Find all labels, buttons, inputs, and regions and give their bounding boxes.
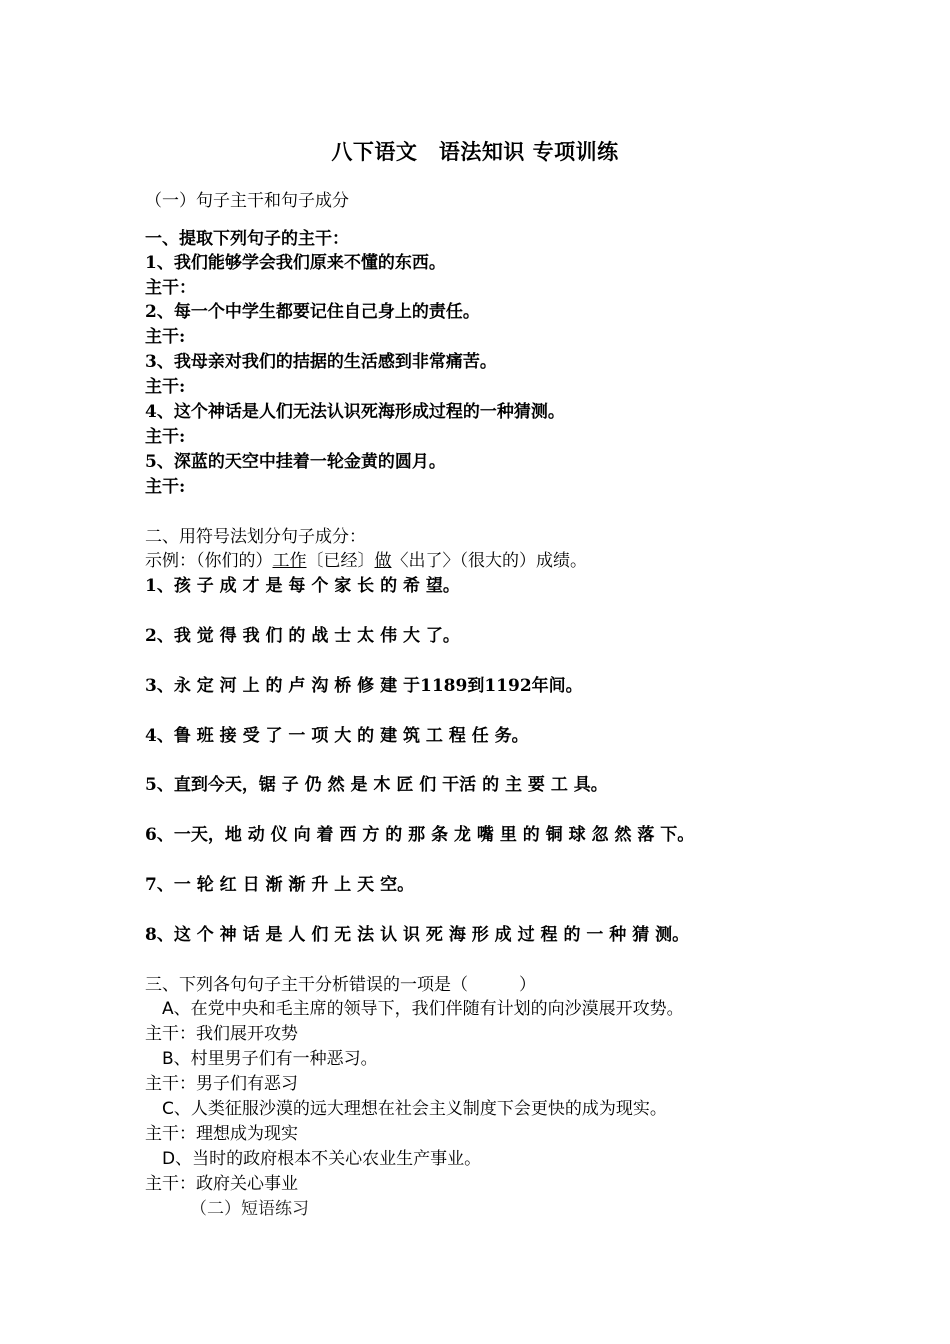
option-a-letter: A — [162, 999, 174, 1019]
part1-answer-5: 主干: — [145, 477, 186, 497]
part1-answer-2: 主干: — [145, 327, 186, 347]
example-prefix: 示例：（你们的） — [145, 551, 273, 571]
part1-item-1: 1、我们能够学会我们原来不懂的东西。 — [145, 253, 446, 273]
option-a-text: 、在党中央和毛主席的领导下，我们伴随有计划的向沙漠展开攻势。 — [173, 999, 684, 1019]
option-d-letter: D — [162, 1149, 176, 1169]
section2-heading: （二）短语练习 — [190, 1199, 309, 1219]
part1-answer-4: 主干: — [145, 427, 186, 447]
part2-item-2: 2、我 觉 得 我 们 的 战 士 太 伟 大 了。 — [145, 626, 460, 646]
part1-answer-1: 主干： — [145, 278, 196, 298]
part1-item-2: 2、每一个中学生都要记住自己身上的责任。 — [145, 302, 480, 322]
option-c-text: 、人类征服沙漠的远大理想在社会主义制度下会更快的成为现实。 — [173, 1099, 667, 1119]
example-predicate: 做 — [374, 551, 392, 571]
example-subject: 工作 — [272, 551, 307, 571]
option-a-answer: 主干：我们展开攻势 — [145, 1024, 298, 1044]
document-title: 八下语文 语法知识 专项训练 — [331, 139, 619, 164]
option-c-letter: C — [162, 1099, 174, 1119]
example-mid: 〔已经〕 — [306, 551, 375, 571]
option-b-letter: B — [162, 1049, 174, 1069]
part2-item-5: 5、直到今天，锯 子 仍 然 是 木 匠 们 干活 的 主 要 工 具。 — [145, 775, 608, 795]
example-suffix: 〈出了〉（很大的）成绩。 — [391, 551, 587, 571]
part2-item-6: 6、一天，地 动 仪 向 着 西 方 的 那 条 龙 嘴 里 的 铜 球 忽 然 落 下。 — [145, 825, 695, 845]
option-d-answer: 主干：政府关心事业 — [145, 1174, 298, 1194]
part1-item-4: 4、这个神话是人们无法认识死海形成过程的一种猜测。 — [145, 402, 565, 422]
part1-heading: 一、提取下列句子的主干： — [145, 229, 349, 249]
option-b — [162, 1048, 378, 1070]
part2-heading: 二、用符号法划分句子成分： — [145, 527, 366, 547]
part2-example — [145, 550, 587, 572]
part2-item-7: 7、一 轮 红 日 渐 渐 升 上 天 空。 — [145, 875, 415, 895]
option-c — [162, 1098, 667, 1120]
option-b-text: 、村里男子们有一种恶习。 — [173, 1049, 378, 1069]
option-b-answer: 主干：男子们有恶习 — [145, 1074, 298, 1094]
part2-item-8: 8、这 个 神 话 是 人 们 无 法 认 识 死 海 形 成 过 程 的 一 种 猜 测。 — [145, 925, 690, 945]
option-c-answer: 主干：理想成为现实 — [145, 1124, 298, 1144]
option-d — [162, 1148, 481, 1170]
part2-item-1: 1、孩 子 成 才 是 每 个 家 长 的 希 望。 — [145, 576, 460, 596]
part1-item-3: 3、我母亲对我们的拮据的生活感到非常痛苦。 — [145, 352, 497, 372]
option-d-text: 、当时的政府根本不关心农业生产事业。 — [175, 1149, 482, 1169]
section1-heading: （一）句子主干和句子成分 — [145, 191, 349, 211]
part1-answer-3: 主干: — [145, 377, 186, 397]
option-a — [162, 998, 684, 1020]
part1-item-5: 5、深蓝的天空中挂着一轮金黄的圆月。 — [145, 452, 446, 472]
part2-item-4: 4、鲁 班 接 受 了 一 项 大 的 建 筑 工 程 任 务。 — [145, 726, 529, 746]
part3-heading: 三、下列各句句子主干分析错误的一项是（ ） — [145, 975, 536, 995]
part2-item-3: 3、永 定 河 上 的 卢 沟 桥 修 建 于1189到1192年间。 — [145, 676, 583, 696]
